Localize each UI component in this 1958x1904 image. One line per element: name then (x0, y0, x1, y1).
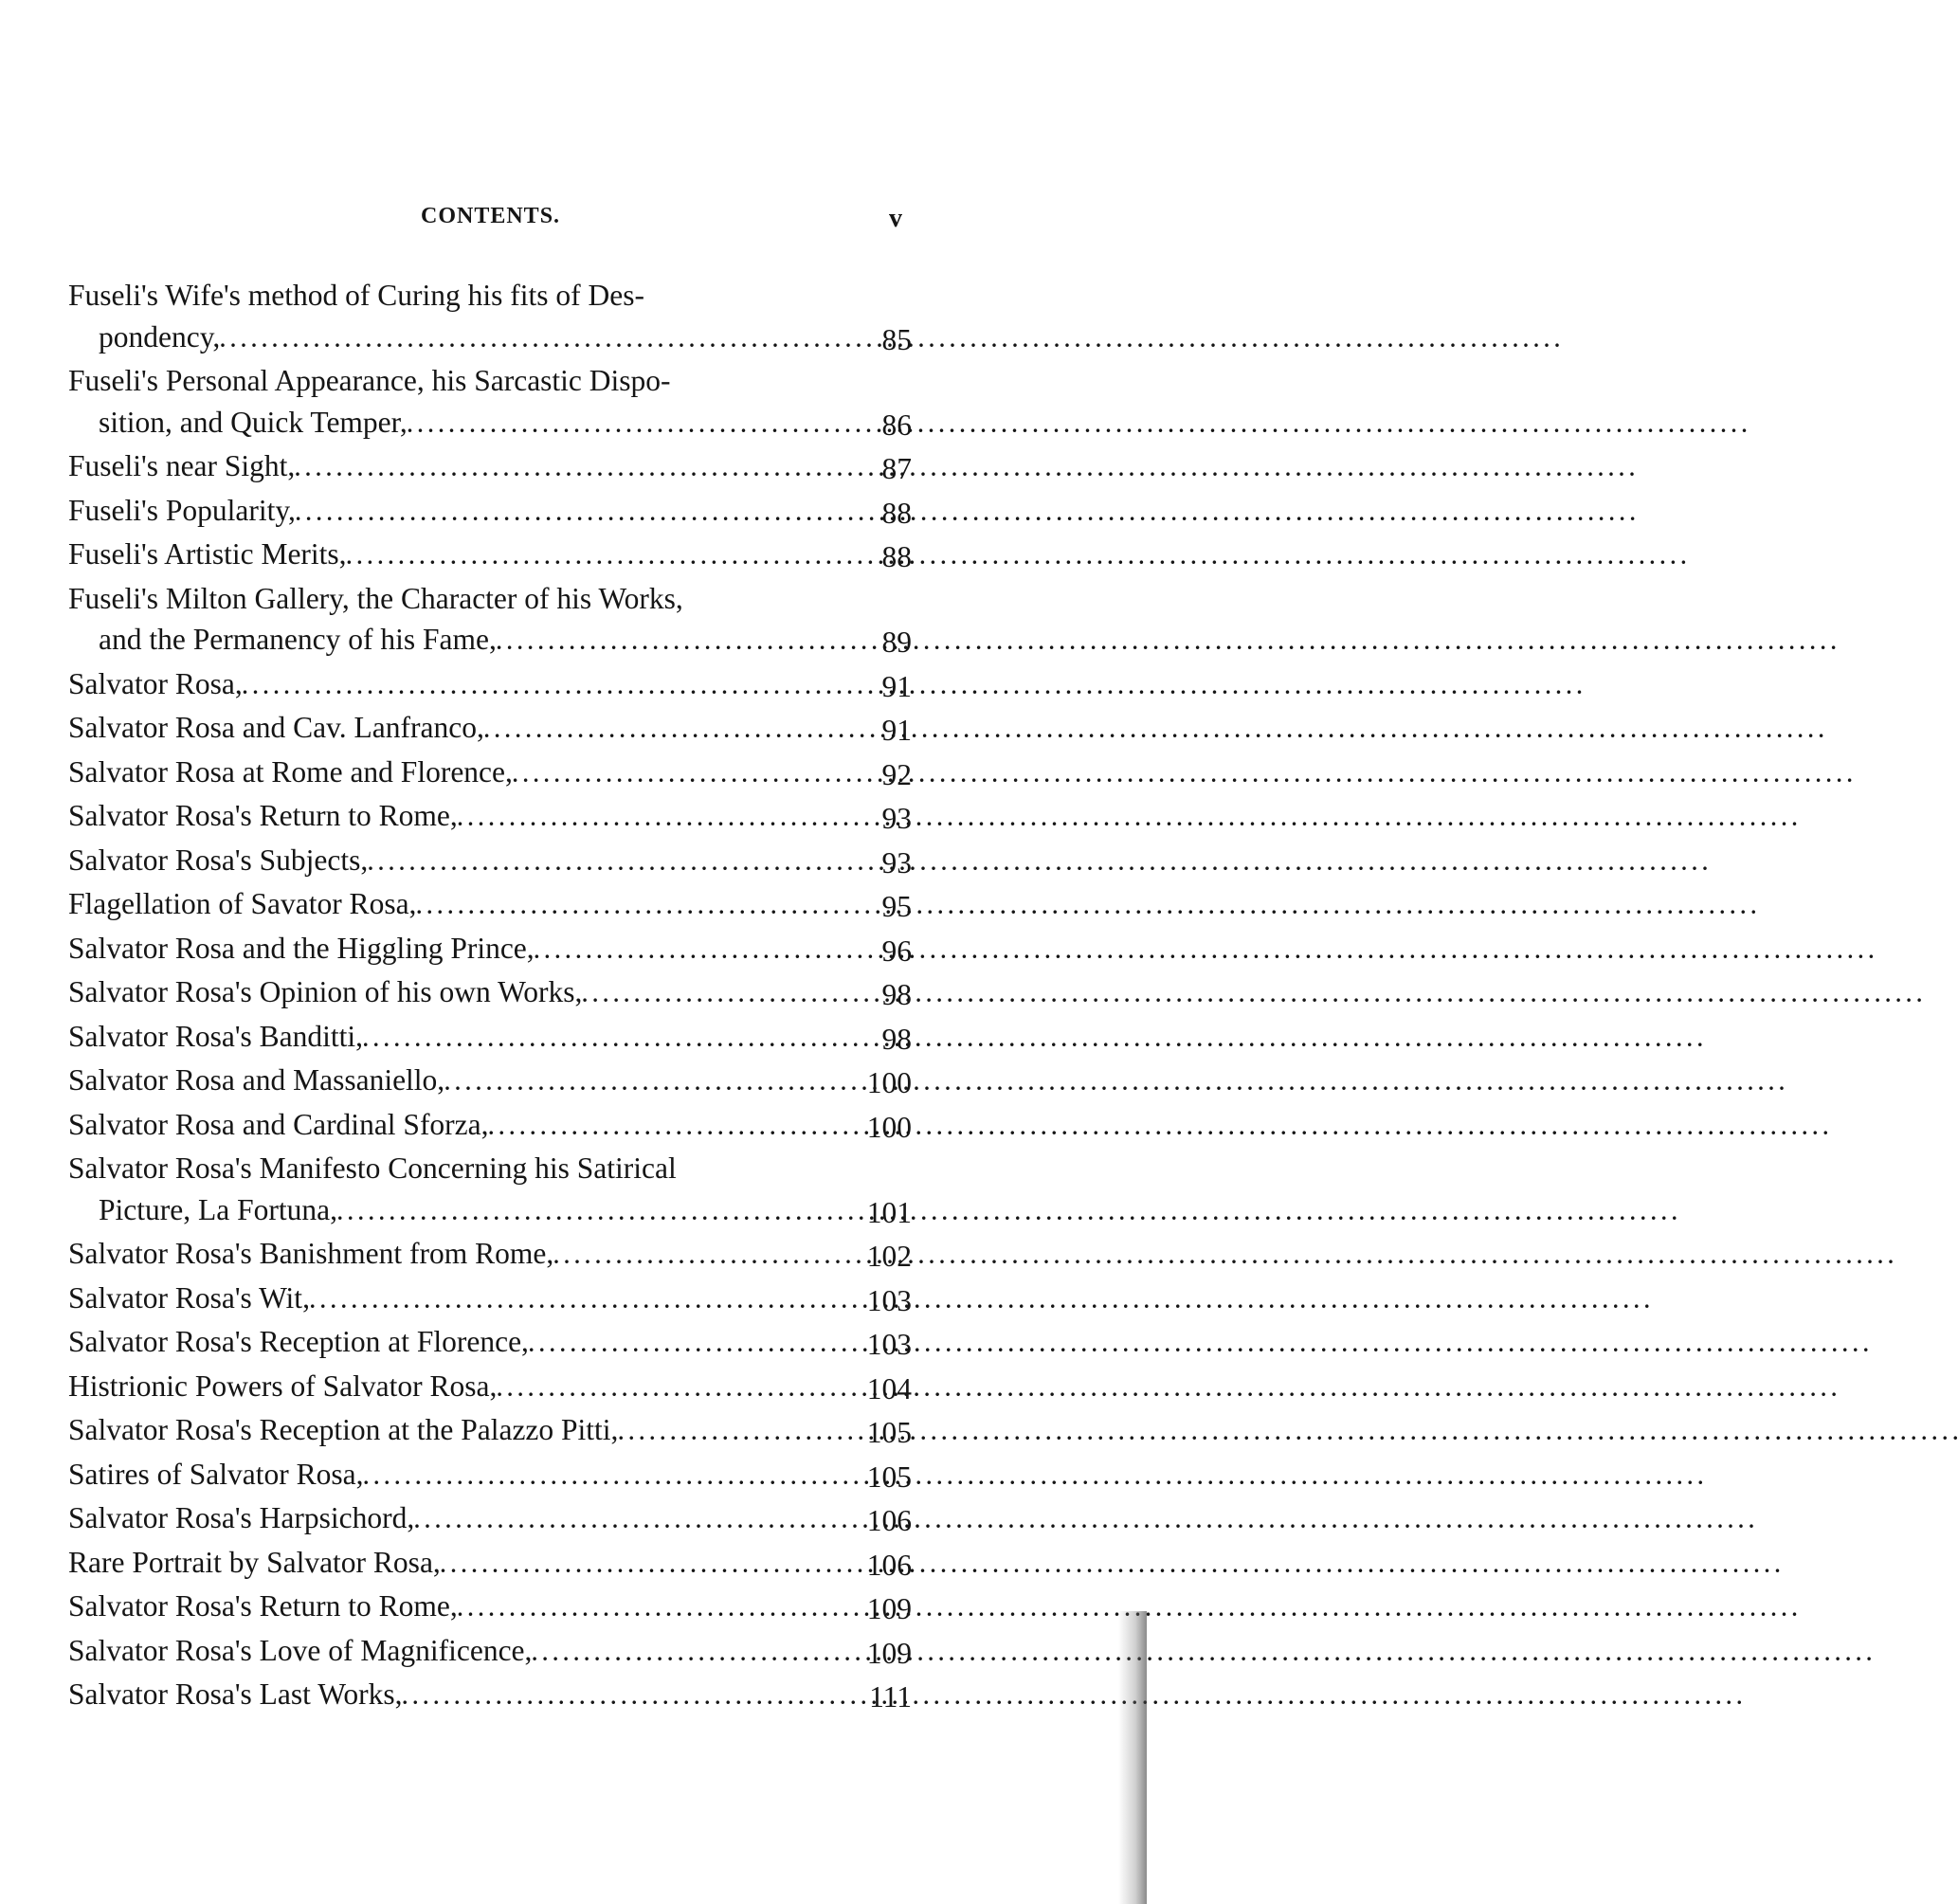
toc-entry-title-line2 (68, 928, 840, 972)
toc-entry-title-text: Salvator Rosa's Last Works, (68, 1677, 403, 1711)
leader-dots (296, 490, 1636, 535)
toc-entry-title-text: Flagellation of Savator Rosa, (68, 887, 417, 920)
toc-entry (68, 707, 912, 752)
toc-entry-title (68, 883, 840, 928)
toc-entry (68, 1454, 912, 1498)
toc-entry-title-text: Salvator Rosa's Return to Rome, (68, 799, 458, 832)
toc-entry-title-line2 (68, 1497, 840, 1542)
toc-page-number: 103 (866, 1283, 912, 1317)
toc-entry (68, 1278, 912, 1322)
toc-entry (68, 883, 912, 928)
leader-dots (489, 1104, 1829, 1149)
toc-entry-title-line2 (68, 1016, 840, 1061)
toc-entry-title (68, 1630, 840, 1675)
toc-entry (68, 928, 912, 972)
toc-page-number: 98 (881, 1022, 912, 1056)
toc-entry-title (68, 1454, 840, 1498)
toc-entry (68, 752, 912, 796)
toc-entry-title-text: Salvator Rosa's Return to Rome, (68, 1589, 458, 1623)
toc-entry-title-text: Satires of Salvator Rosa, (68, 1457, 364, 1491)
leader-dots (532, 1630, 1872, 1675)
leader-dots (347, 534, 1687, 578)
toc-page-number: 102 (866, 1240, 912, 1273)
toc-entry-title (68, 1016, 840, 1061)
toc-entry-title (68, 1542, 840, 1587)
leader-dots (310, 1278, 1650, 1322)
leader-dots (441, 1542, 1781, 1587)
toc-entry-title (68, 1278, 840, 1322)
toc-entry-title-line2 (68, 1454, 840, 1498)
toc-entry-title-text: Rare Portrait by Salvator Rosa, (68, 1545, 441, 1579)
toc-page-number: 104 (866, 1371, 912, 1405)
toc-page-number: 100 (866, 1110, 912, 1144)
toc-entry (68, 1148, 912, 1233)
toc-entry-title-text: Salvator Rosa at Rome and Florence, (68, 754, 513, 789)
running-head (0, 204, 1147, 242)
toc-entry (68, 1409, 912, 1454)
toc-entry-title-line2 (68, 534, 840, 578)
toc-entry-title-line2 (68, 1586, 840, 1630)
toc-entry-title (68, 752, 840, 796)
leader-dots (414, 1497, 1754, 1542)
toc-page-number: 101 (866, 1195, 912, 1229)
toc-entry-title-line1: Fuseli's Milton Gallery, the Character of his Works, (68, 581, 683, 615)
toc-entry (68, 1366, 912, 1410)
toc-entry-title-text: Salvator Rosa's Banishment from Rome, (68, 1237, 554, 1270)
toc-entry-title (68, 1060, 840, 1104)
toc-entry-title (68, 534, 840, 578)
leader-dots (403, 1674, 1743, 1718)
toc-entry-title-line1: Fuseli's Wife's method of Curing his fits of Des- (68, 279, 644, 312)
toc-entry-title-line2 (68, 1542, 840, 1587)
toc-page-number: 92 (881, 757, 912, 791)
toc-entry-title-line2 (68, 1233, 840, 1278)
toc-page-number: 91 (881, 669, 912, 703)
toc-entry-title (68, 1233, 840, 1278)
toc-entry-title-line2 (68, 1366, 840, 1410)
toc-entry-title (68, 707, 840, 752)
toc-entry-title-line2 (68, 445, 840, 490)
toc-page-number: 109 (866, 1636, 912, 1670)
toc-entry (68, 971, 912, 1016)
toc-entry-title-text: Fuseli's Popularity, (68, 493, 296, 527)
toc-entry-title (68, 490, 840, 535)
toc-page-number: 106 (866, 1504, 912, 1537)
toc-entry-title-text: Salvator Rosa and Cav. Lanfranco, (68, 711, 484, 744)
leader-dots (513, 752, 1853, 796)
toc-entry-title (68, 840, 840, 884)
toc-entry-title-line2 (68, 752, 840, 796)
toc-entry-title-line2 (68, 619, 840, 663)
toc-entry (68, 1630, 912, 1675)
toc-entry (68, 1233, 912, 1278)
toc-entry-title-text: sition, and Quick Temper, (99, 405, 408, 439)
leader-dots (363, 1016, 1703, 1061)
toc-page-number: 88 (881, 540, 912, 573)
toc-entry-title (68, 275, 840, 360)
leader-dots (337, 1189, 1677, 1234)
toc-entry-title-line2 (68, 1674, 840, 1718)
toc-page-number: 85 (881, 322, 912, 356)
toc-entry-title-text: Salvator Rosa and the Higgling Prince, (68, 931, 535, 965)
toc-entry-title-line2 (68, 1321, 840, 1366)
toc-entry (68, 1586, 912, 1630)
toc-entry-title-text: Salvator Rosa's Reception at the Palazzo Pitti, (68, 1413, 619, 1446)
toc-entry (68, 840, 912, 884)
toc-entry-title (68, 663, 840, 708)
toc-entry (68, 490, 912, 535)
toc-entry-title (68, 1497, 840, 1542)
toc-entry-title (68, 1409, 840, 1454)
toc-entry-title-line2 (68, 317, 840, 361)
leader-dots (484, 707, 1824, 752)
toc-entry-title-line2 (68, 971, 840, 1016)
leader-dots (535, 928, 1875, 972)
toc-entry-title-text: Salvator Rosa and Massaniello, (68, 1063, 445, 1097)
toc-entry-title-line2 (68, 840, 840, 884)
toc-entry-title-line2 (68, 1189, 840, 1234)
toc-entry-title (68, 578, 840, 663)
toc-entry-title-line1: Fuseli's Personal Appearance, his Sarcastic Dispo- (68, 364, 671, 397)
leader-dots (295, 445, 1635, 490)
toc-entry (68, 663, 912, 708)
toc-entry (68, 534, 912, 578)
toc-entry (68, 578, 912, 663)
toc-page-number: 93 (881, 845, 912, 879)
page-folio: v (889, 204, 902, 233)
toc-entry-title-line2 (68, 1060, 840, 1104)
leader-dots (553, 1233, 1894, 1278)
table-of-contents (68, 275, 912, 1718)
toc-entry-title-line2 (68, 1278, 840, 1322)
toc-entry (68, 445, 912, 490)
page-edge-shadow (1118, 1611, 1147, 1904)
toc-entry-title-text: Picture, La Fortuna, (99, 1192, 337, 1226)
toc-page-number: 95 (881, 890, 912, 923)
toc-entry (68, 1497, 912, 1542)
toc-entry-title-line2 (68, 707, 840, 752)
leader-dots (582, 971, 1922, 1016)
toc-entry-title-line2 (68, 402, 840, 446)
toc-entry-title-text: Salvator Rosa's Opinion of his own Works, (68, 975, 583, 1008)
toc-entry-title-text: Histrionic Powers of Salvator Rosa, (68, 1369, 498, 1403)
toc-entry-title-line2 (68, 490, 840, 535)
toc-entry (68, 275, 912, 360)
leader-dots (497, 1366, 1837, 1410)
toc-page-number: 87 (881, 452, 912, 485)
toc-entry-title-line2 (68, 883, 840, 928)
toc-entry-title-line2 (68, 795, 840, 840)
toc-entry-title (68, 360, 840, 445)
toc-entry-title-text: and the Permanency of his Fame, (99, 623, 497, 656)
toc-entry-title-text: Salvator Rosa and Cardinal Sforza, (68, 1107, 489, 1141)
toc-entry (68, 1542, 912, 1587)
toc-page-number: 96 (881, 934, 912, 968)
toc-entry (68, 1674, 912, 1718)
toc-page-number: 100 (866, 1066, 912, 1099)
toc-page-number: 105 (866, 1416, 912, 1449)
leader-dots (618, 1409, 1958, 1454)
leader-dots (408, 402, 1748, 446)
toc-entry-title-line2 (68, 1409, 840, 1454)
toc-entry-title-text: pondency, (99, 319, 221, 354)
toc-entry-title-text: Fuseli's near Sight, (68, 449, 296, 482)
toc-page-number: 91 (881, 714, 912, 747)
toc-entry-title-text: Salvator Rosa's Harpsichord, (68, 1501, 415, 1534)
toc-entry-title-line2 (68, 663, 840, 708)
toc-entry-title (68, 928, 840, 972)
toc-entry-title (68, 1674, 840, 1718)
toc-entry-title (68, 445, 840, 490)
toc-entry-title-line2 (68, 1630, 840, 1675)
toc-entry-title-text: Salvator Rosa's Reception at Florence, (68, 1325, 529, 1358)
toc-entry-title (68, 1366, 840, 1410)
leader-dots (529, 1321, 1869, 1366)
toc-page-number: 109 (866, 1592, 912, 1625)
toc-page-number: 93 (881, 802, 912, 835)
toc-page-number: 106 (866, 1548, 912, 1582)
leader-dots (416, 883, 1756, 928)
leader-dots (444, 1060, 1785, 1104)
toc-entry-title (68, 971, 840, 1016)
toc-entry-title (68, 795, 840, 840)
toc-page-number: 88 (881, 496, 912, 530)
toc-entry-title-text: Salvator Rosa's Subjects, (68, 843, 369, 877)
leader-dots (368, 840, 1708, 884)
toc-entry-title (68, 1586, 840, 1630)
leader-dots (497, 619, 1837, 663)
leader-dots (243, 663, 1583, 708)
toc-entry (68, 795, 912, 840)
toc-entry (68, 360, 912, 445)
toc-entry-title-text: Salvator Rosa's Love of Magnificence, (68, 1633, 533, 1667)
toc-entry (68, 1321, 912, 1366)
toc-entry (68, 1060, 912, 1104)
leader-dots (458, 795, 1798, 840)
toc-entry-title-text: Salvator Rosa's Wit, (68, 1280, 310, 1315)
toc-page-number: 105 (866, 1460, 912, 1494)
running-title: CONTENTS. (421, 204, 561, 228)
toc-entry-title-text: Fuseli's Artistic Merits, (68, 537, 347, 571)
leader-dots (363, 1454, 1703, 1498)
toc-page-number: 103 (866, 1328, 912, 1361)
toc-entry-title-line2 (68, 1104, 840, 1149)
toc-page-number: 111 (869, 1680, 912, 1714)
toc-page-number: 98 (881, 978, 912, 1011)
toc-entry-title-line1: Salvator Rosa's Manifesto Concerning his Satirical (68, 1151, 677, 1185)
toc-entry-title (68, 1321, 840, 1366)
toc-entry (68, 1016, 912, 1061)
toc-entry-title-text: Salvator Rosa, (68, 666, 243, 700)
toc-entry (68, 1104, 912, 1149)
toc-page-number: 86 (881, 408, 912, 442)
toc-page-number: 89 (881, 626, 912, 659)
toc-entry-title (68, 1148, 840, 1233)
toc-entry-title (68, 1104, 840, 1149)
toc-entry-title-text: Salvator Rosa's Banditti, (68, 1019, 364, 1053)
